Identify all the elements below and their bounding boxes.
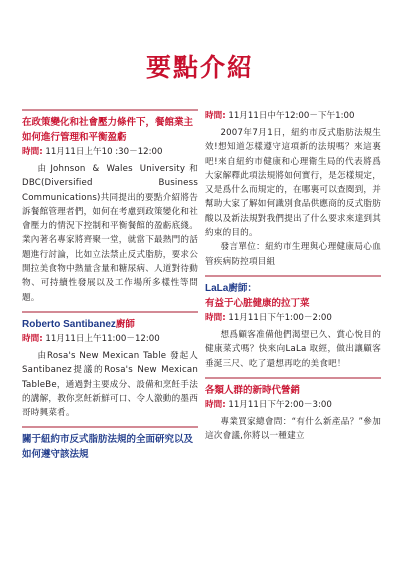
chef-role: 廚師： bbox=[228, 282, 257, 294]
time-label: 時間: bbox=[22, 147, 43, 157]
time-value: 11月11日下午2:00－3:00 bbox=[228, 399, 332, 410]
time-label: 時間: bbox=[22, 333, 43, 344]
session-description: 由Johnson & Wales University和DBC(Diversified Business Communications)共同提出的要點介紹將告訴餐館管理者們，如何在考慮到政策變化和社會壓力的情況下控制和平衡餐館的盈虧底綫。業內著名專家將齊聚一堂，就當下最熱門的話題進行討論，比如立法禁止反式脂肪，要求公開拉美食物中熱量含量和糖尿病、人道對待動物、可持續性發展以及工作場所多樣性等問題。 bbox=[22, 164, 198, 303]
time-label: 時間: bbox=[205, 399, 226, 410]
section-divider bbox=[205, 377, 381, 379]
session-trans-fat-study bbox=[22, 426, 198, 462]
session-subheading: 有益于心脏健康的拉丁菜 bbox=[205, 297, 310, 309]
section-divider bbox=[22, 109, 198, 111]
session-heading: 各類人群的新時代營銷 bbox=[205, 384, 301, 396]
time-value: 11月11日中午12:00－下午1:00 bbox=[228, 111, 355, 121]
session-trans-fat-law bbox=[205, 109, 381, 269]
page-title: 要點介紹 bbox=[145, 53, 254, 82]
section-divider bbox=[205, 275, 381, 277]
chef-heading bbox=[205, 281, 381, 296]
session-lala bbox=[205, 275, 381, 371]
chef-name: LaLa bbox=[205, 282, 229, 294]
time-label: 時間: bbox=[205, 111, 226, 121]
time-label: 時間: bbox=[205, 312, 226, 323]
time-value: 11月11日下午1:00－2:00 bbox=[228, 312, 332, 323]
chef-name: Roberto Santibanez bbox=[22, 318, 116, 330]
time-value: 11月11日上午10 :30－12:00 bbox=[45, 147, 163, 157]
session-santibanez bbox=[22, 311, 198, 420]
session-time bbox=[205, 311, 381, 325]
session-time bbox=[205, 109, 381, 123]
section-divider bbox=[22, 426, 198, 428]
session-time bbox=[205, 398, 381, 412]
chef-role: 廚師 bbox=[115, 318, 135, 330]
session-policy bbox=[22, 109, 198, 305]
session-heading: 在政策變化和社會壓力條件下，餐館業主如何進行管理和平衡盈虧 bbox=[22, 117, 194, 143]
chef-heading bbox=[22, 317, 198, 332]
session-time bbox=[22, 145, 198, 159]
session-heading: 關于紐約市反式脂肪法規的全面研究以及如何遵守該法規 bbox=[22, 434, 194, 461]
session-description: 由Rosa's New Mexican Table 發起人Santibanez提議的Rosa's New Mexican TableBe，通過對主要成分、設備和烹飪手法的講解，教你烹飪新鮮可口、令人激動的墨西哥時興菜肴。 bbox=[22, 350, 198, 419]
time-value: 11月11日上午11:00－12:00 bbox=[45, 333, 160, 344]
right-column bbox=[205, 109, 381, 449]
session-marketing bbox=[205, 377, 381, 444]
section-divider bbox=[22, 311, 198, 313]
left-column bbox=[22, 109, 198, 468]
session-description: 想爲顧客准備他們渴望已久、賞心悅目的健康菜式嗎？快來向LaLa 取經，做出讓顧客垂涎三尺、吃了還想再吃的美食吧！ bbox=[205, 329, 381, 369]
session-time bbox=[22, 332, 198, 346]
session-speaker: 發言單位：紐約市生理與心理健康局心血管疾病防控項目組 bbox=[205, 242, 381, 267]
session-description: 專業買家總會問：“有什么新產品？”參加這次會議,你將以一種建立 bbox=[205, 416, 381, 442]
session-description: 2007年7月1日，紐約市反式脂肪法規生效!想知道怎樣遵守這項新的法規嗎？來這裏吧!來自紐約市健康和心理衛生局的代表將爲大家解釋此項法規將如何實行，是怎樣規定，又是爲什么而規定的，在哪裏可以查閱到，并幫助大家了解如何識別食品供應商的反式脂肪酸以及新法規對我們提出了什么要求來達到其約束的目的。 bbox=[205, 128, 381, 239]
